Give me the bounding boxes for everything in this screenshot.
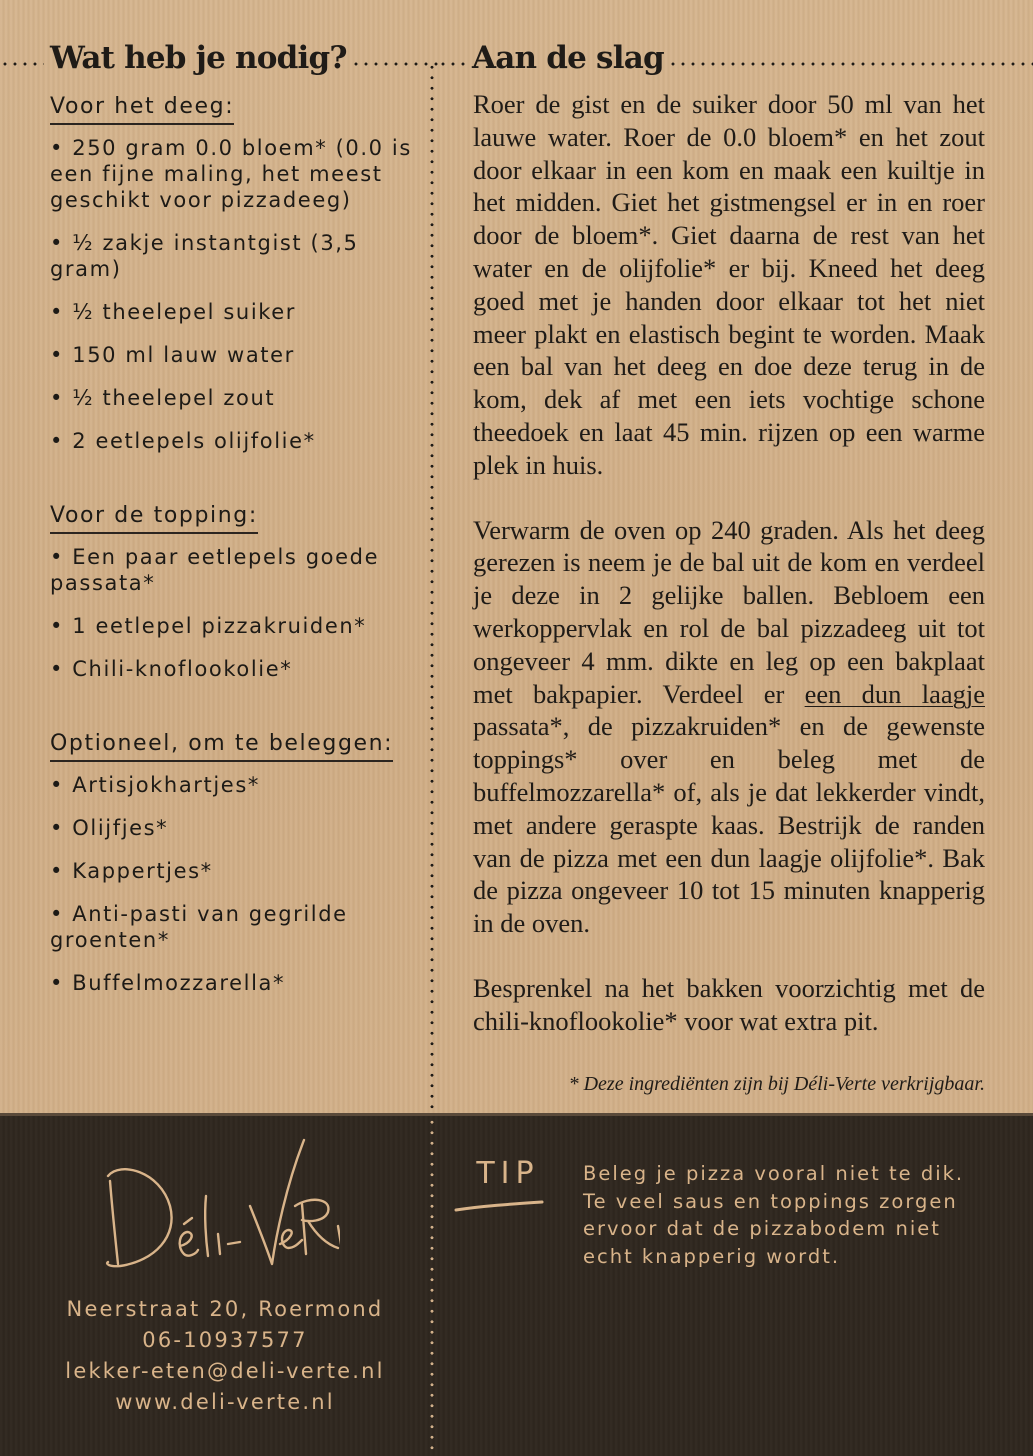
ingredient-item: • Olijfjes* — [50, 815, 420, 841]
phone-number: 06-10937577 — [142, 1328, 308, 1352]
ingredient-item: • Kappertjes* — [50, 858, 420, 884]
address: Neerstraat 20, Roermond — [66, 1297, 384, 1321]
ingredients-list — [50, 92, 420, 1013]
underlined-emphasis: een dun laagje — [804, 678, 985, 709]
dotted-rule — [0, 62, 44, 66]
instructions-body — [473, 88, 985, 1070]
availability-footnote: * Deze ingrediënten zijn bij Déli-Verte verkrijgbaar. — [568, 1073, 985, 1095]
deli-verte-logo-icon — [80, 1126, 340, 1296]
dotted-rule — [351, 62, 440, 66]
group-heading: Voor het deeg: — [50, 92, 234, 125]
ingredient-item: • Een paar eetlepels goede passata* — [50, 544, 420, 596]
ingredient-item: • Artisjokhartjes* — [50, 772, 420, 798]
ingredient-item: • ½ theelepel zout — [50, 385, 420, 411]
tip-underline-icon — [452, 1196, 548, 1216]
ingredient-group-optional — [50, 729, 420, 996]
ingredients-title: Wat heb je nodig? — [50, 40, 347, 76]
ingredient-item: • ½ zakje instantgist (3,5 gram) — [50, 230, 420, 282]
ingredient-group-dough — [50, 92, 420, 454]
ingredient-item: • 1 eetlepel pizzakruiden* — [50, 613, 420, 639]
contact-block — [40, 1294, 410, 1418]
column-divider — [430, 62, 434, 1113]
ingredient-group-topping — [50, 501, 420, 682]
ingredients-heading-row — [0, 28, 440, 78]
ingredient-item: • 150 ml lauw water — [50, 342, 420, 368]
instruction-text: Verwarm de oven op 240 graden. Als het deeg gerezen is neem je de bal uit de kom en verdeel je deze in 2 gelijke ballen. Bebloem een werkoppervlak en rol de bal pizzadeeg uit tot ongeveer 4 mm. dikte en leg op een bakplaat met bakpapier. Verdeel er — [473, 514, 985, 709]
instruction-paragraph: Besprenkel na het bakken voorzichtig met de chili-knoflookolie* voor wat extra pit. — [473, 972, 985, 1036]
ingredient-item: • Anti-pasti van gegrilde groenten* — [50, 901, 420, 953]
instruction-paragraph — [473, 514, 985, 940]
footer-band — [0, 1113, 1033, 1456]
instruction-text: passata*, de pizzakruiden* en de gewenste toppings* over en beleg met de buffelmozzarella* of, als je dat lekkerder vindt, met andere geraspte kaas. Bestrijk de randen van de pizza met een dun laagje olijfolie*. Bak de pizza ongeveer 10 tot 15 minuten knapperig in de oven. — [473, 711, 985, 939]
ingredient-item: • 250 gram 0.0 bloem* (0.0 is een fijne maling, het meest geschikt voor pizzadeeg) — [50, 135, 420, 213]
ingredient-item: • Buffelmozzarella* — [50, 970, 420, 996]
ingredient-item: • Chili-knoflookolie* — [50, 656, 420, 682]
website: www.deli-verte.nl — [115, 1390, 335, 1414]
dotted-rule — [438, 62, 466, 66]
tip-label: TIP — [476, 1156, 540, 1191]
ingredient-item: • 2 eetlepels olijfolie* — [50, 428, 420, 454]
dotted-rule — [668, 62, 1033, 66]
instructions-title: Aan de slag — [472, 40, 664, 76]
email-address: lekker-eten@deli-verte.nl — [65, 1359, 385, 1383]
tip-text: Beleg je pizza vooral niet te dik. Te veel saus en toppings zorgen ervoor dat de pizzabodem niet echt knapperig wordt. — [583, 1162, 965, 1268]
group-heading: Voor de topping: — [50, 501, 258, 534]
instruction-paragraph: Roer de gist en de suiker door 50 ml van het lauwe water. Roer de 0.0 bloem* en het zout door elkaar in een kom en maak een kuiltje in het midden. Giet het gistmengsel er in en roer door de bloem*. Giet daarna de rest van het water en de olijfolie* er bij. Kneed het deeg goed met je handen door elkaar tot het niet meer plakt en elastisch begint te worden. Maak een bal van het deeg en doe deze terug in de kom, dek af met een iets vochtige schone theedoek en laat 45 min. rijzen op een warme plek in huis. — [473, 89, 985, 480]
group-heading: Optioneel, om te beleggen: — [50, 729, 393, 762]
column-divider-footer — [430, 1117, 434, 1456]
instructions-heading-row — [438, 28, 1033, 78]
ingredient-item: • ½ theelepel suiker — [50, 299, 420, 325]
